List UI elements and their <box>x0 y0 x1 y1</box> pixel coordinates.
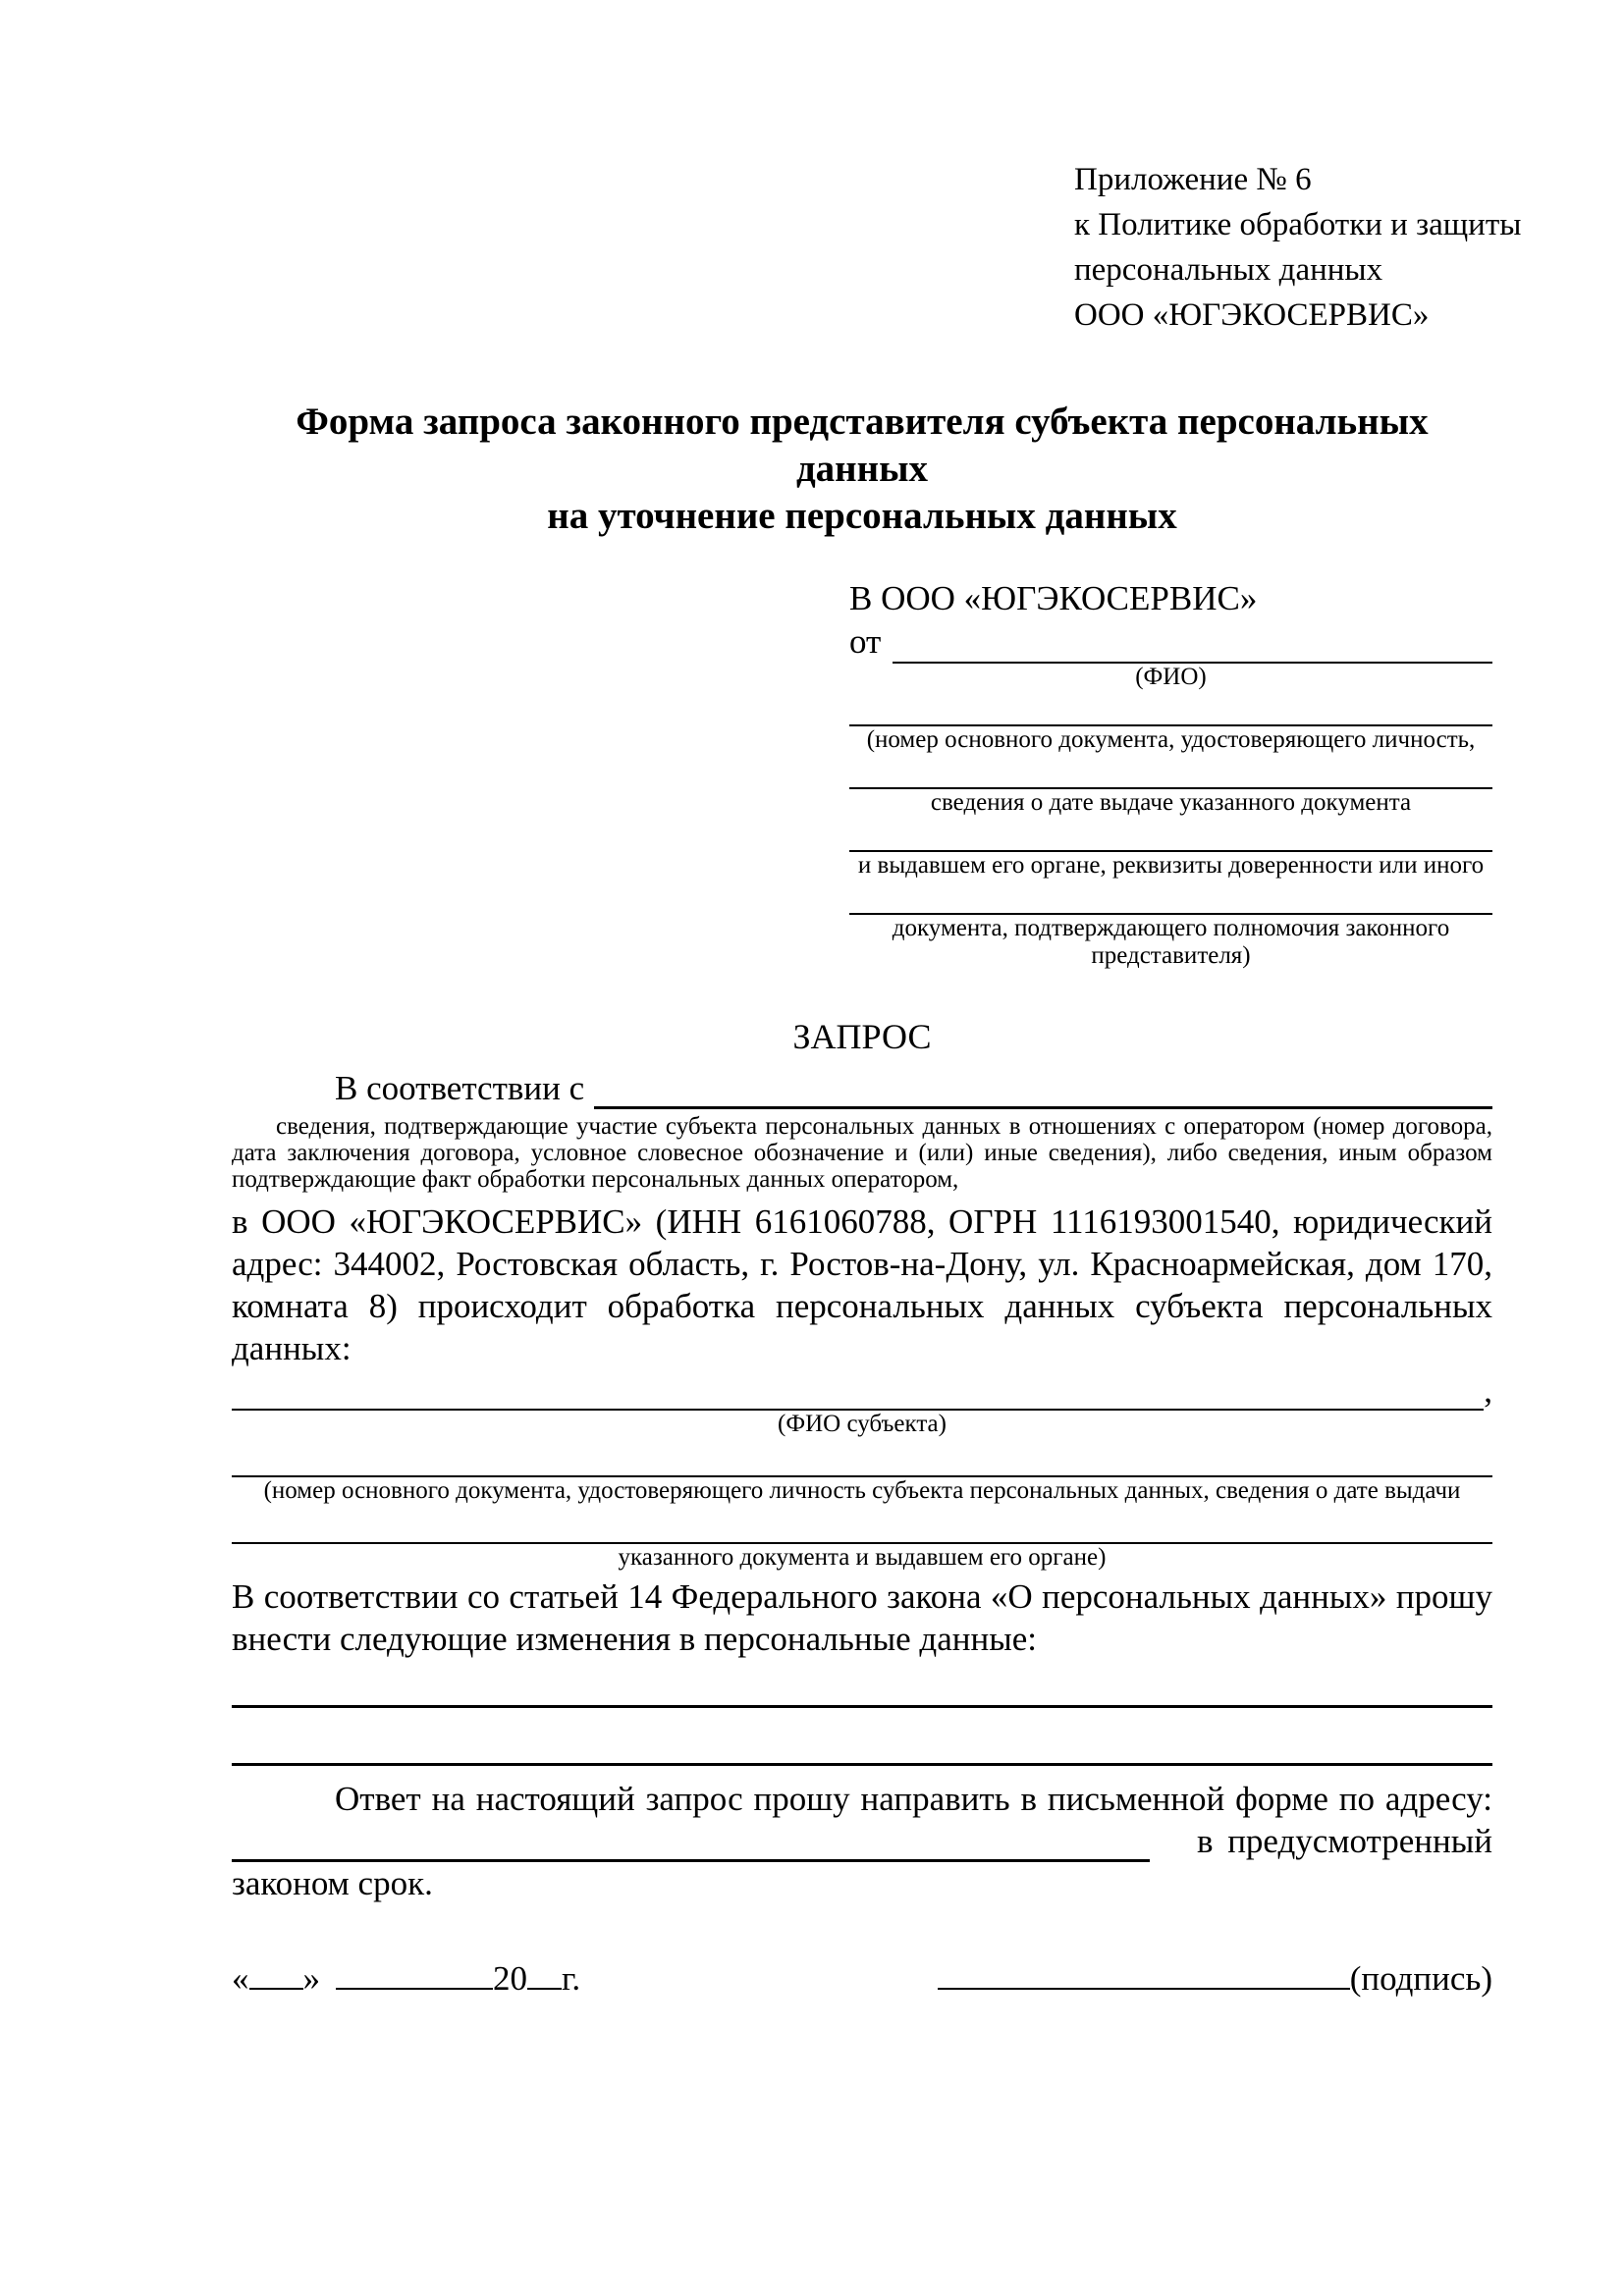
quote-close: » <box>302 1959 320 1998</box>
quote-open: « <box>232 1959 249 1998</box>
changes-blank-line <box>232 1660 1492 1708</box>
accordance-note: сведения, подтверждающие участие субъекта персональных данных в отношениях с оператором (номер договора, дата заключения договора, условное словесное обозначение и (или) иные сведения), либо сведения, иным образом подтверждающие факт обработки персональных данных оператором, <box>232 1113 1492 1193</box>
date-day-blank <box>249 1960 303 1990</box>
response-word: предусмотренный <box>1227 1822 1492 1860</box>
date-month-blank <box>336 1960 493 1990</box>
appendix-header-line: Приложение № 6 <box>1074 162 1312 197</box>
subject-doc-blank-line <box>232 1438 1492 1477</box>
document-title-line: на уточнение персональных данных <box>547 495 1177 537</box>
signature-blank <box>938 1960 1350 1990</box>
addressee-to: В ООО «ЮГЭКОСЕРВИС» <box>849 579 1258 617</box>
field-caption: (номер основного документа, удостоверяющего личность, <box>866 726 1476 753</box>
addressee-block <box>849 577 1492 970</box>
response-in-word: в <box>1197 1822 1214 1860</box>
addressee-field <box>849 880 1492 970</box>
changes-blank-line <box>232 1718 1492 1766</box>
response-paragraph-line <box>232 1820 1492 1862</box>
accordance-blank-line <box>594 1071 1492 1109</box>
response-paragraph-line: законом срок. <box>232 1864 433 1902</box>
date-line <box>232 1957 580 2000</box>
request-heading: ЗАПРОС <box>792 1017 932 1056</box>
signature-caption: (подпись) <box>1349 1959 1492 1998</box>
from-blank-line <box>893 624 1492 664</box>
addressee-field <box>849 691 1492 754</box>
subject-doc-caption: указанного документа и выдавшем его органе) <box>618 1544 1107 1571</box>
accordance-line <box>232 1068 1492 1109</box>
subject-doc-caption: (номер основного документа, удостоверяющего личность субъекта персональных данных, сведения о дате выдачи <box>263 1477 1461 1504</box>
accordance-label: В соответствии с <box>335 1069 585 1107</box>
blank-field-line <box>849 691 1492 726</box>
addressee-from-line <box>849 620 1492 664</box>
subject-fio-caption: (ФИО субъекта) <box>778 1411 947 1437</box>
addressee-field <box>849 817 1492 880</box>
appendix-header-line: к Политике обработки и защиты <box>1074 207 1522 242</box>
year-suffix: г. <box>562 1959 581 1998</box>
operator-paragraph: в ООО «ЮГЭКОСЕРВИС» (ИНН 6161060788, ОГРН 1116193001540, юридический адрес: 344002, Ростовская область, г. Ростов-на-Дону, ул. Красноармейская, дом 170, комната 8) происходит обработка персональных данных субъекта персональных данных: <box>232 1202 1492 1367</box>
field-caption: сведения о дате выдаче указанного документа <box>930 789 1412 816</box>
subject-fio-line <box>232 1371 1492 1411</box>
field-caption: и выдавшем его органе, реквизиты доверенности или иного <box>857 852 1485 879</box>
date-year-blank <box>527 1960 562 1990</box>
document-title-line: Форма запроса законного представителя субъекта персональных данных <box>296 400 1429 490</box>
appendix-header-line: персональных данных <box>1074 252 1383 288</box>
response-paragraph-line: Ответ на настоящий запрос прошу направить в письменной форме по адресу: <box>335 1780 1492 1818</box>
blank-field-line <box>849 817 1492 852</box>
subject-doc-blank-line <box>232 1505 1492 1544</box>
address-blank-line <box>232 1826 1150 1862</box>
subject-fio-blank-line <box>232 1373 1484 1411</box>
trailing-comma: , <box>1484 1371 1492 1410</box>
field-caption: документа, подтверждающего полномочия законного представителя) <box>892 915 1450 969</box>
blank-field-line <box>849 754 1492 789</box>
blank-field-line <box>849 880 1492 915</box>
document-title <box>232 399 1492 540</box>
year-prefix: 20 <box>493 1959 527 1998</box>
fio-caption: (ФИО) <box>1135 664 1207 690</box>
signature-line <box>938 1957 1492 2000</box>
appendix-header <box>1074 157 1522 338</box>
from-label: от <box>849 622 882 661</box>
date-signature-row <box>232 1957 1492 2000</box>
appendix-header-line: ООО «ЮГЭКОСЕРВИС» <box>1074 297 1430 333</box>
addressee-field <box>849 754 1492 817</box>
response-rest <box>1150 1820 1492 1862</box>
article-paragraph: В соответствии со статьей 14 Федерального закона «О персональных данных» прошу внести следующие изменения в персональные данные: <box>232 1577 1492 1658</box>
